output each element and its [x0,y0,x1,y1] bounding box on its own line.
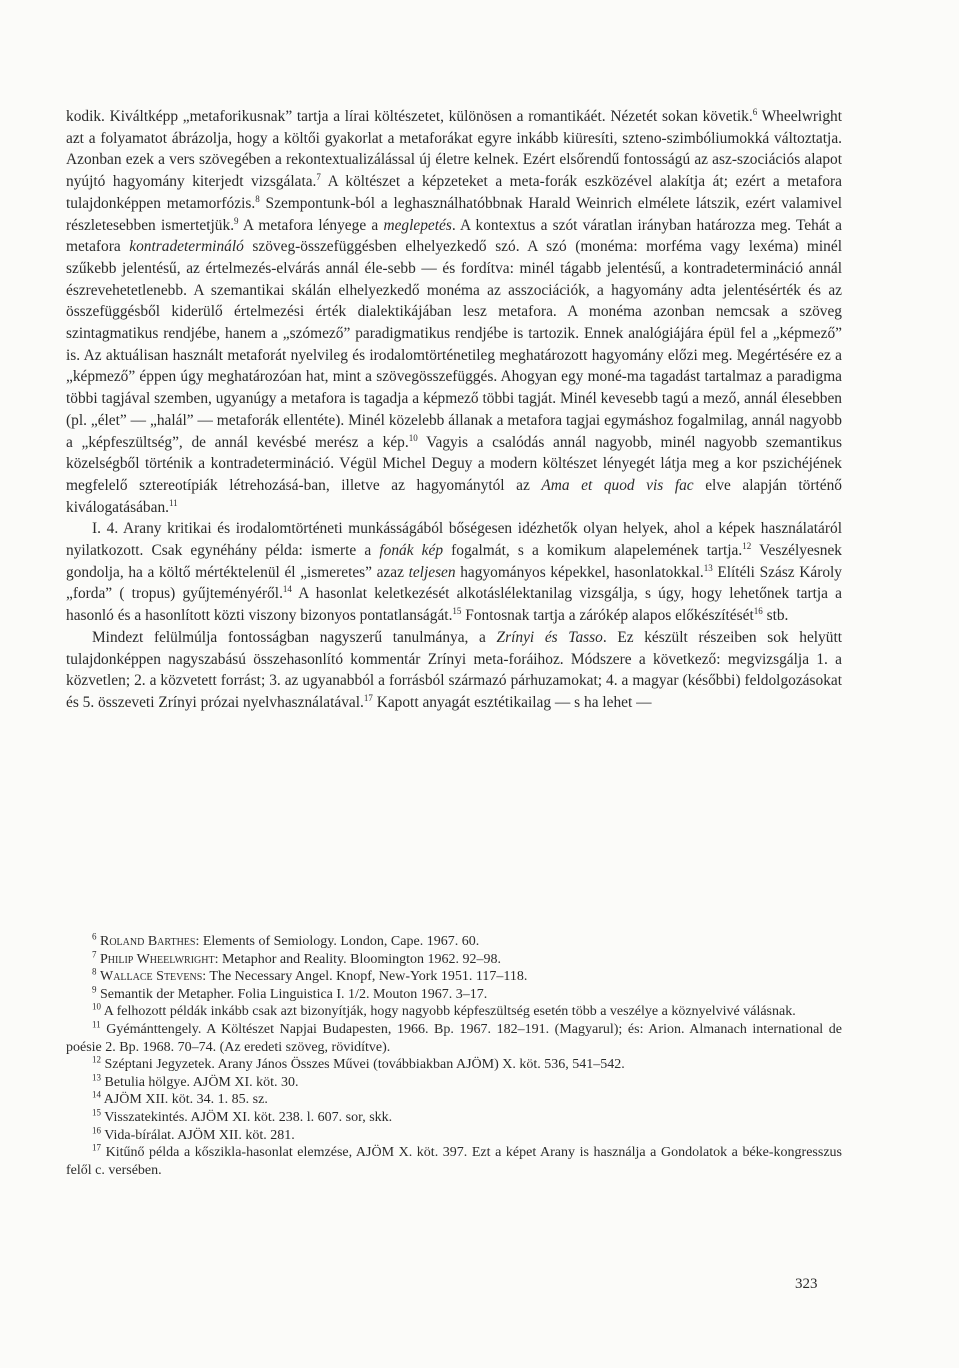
footnote-reference: 10 [92,1001,101,1012]
text-run: Széptani Jegyzetek. Arany János Összes Művei (továbbiakban AJÖM) X. köt. 536, 541–542. [101,1057,625,1073]
footnote [66,1144,842,1179]
italic-text: Ama et quod vis fac [541,476,694,494]
text-run: hagyományos képekkel, hasonlatokkal. [455,563,704,581]
italic-text: fonák kép [379,542,444,560]
text-run: Mindezt felülmúlja fontosságban nagyszerű tanulmánya, a [92,628,497,646]
footnote-reference: 12 [92,1054,101,1065]
footnote-reference: 11 [92,1019,101,1030]
footnote-reference: 9 [234,215,239,226]
footnote-reference: 15 [452,606,462,617]
footnote-reference: 7 [316,171,321,182]
italic-text: teljesen [408,563,456,581]
footnote [66,1109,842,1127]
author-name: Roland Barthes [100,934,196,949]
text-run: . A kontextus a szót váratlan irányban határozza meg. Tehát a metafora [66,216,842,256]
text-run: Veszélyesnek gondolja, ha a költő mértéktelenül él „ismeretes” azaz [66,542,843,581]
text-run: szöveg-összefüggésben elhelyezkedő szó. A szó (monéma: morféma vagy lexéma) minél szűkebb jelentésű, az értelmezés-elvárás annál éle-sebb — és fordítva: minél tágabb jelentésű, a kontradetermináció annál észrevehetetlenebb. A szemantikai skálán elhelyezkedő monéma az asszociációk, a hagyomány adta jelentésérték és az összefüggésből kiderülő értelmezési érték dialektikájában lesz metafora. A monéma azonban nemcsak a szöveg szintagmatikus rendjébe, hanem a „szómező” paradigmatikus rendjébe is tartozik. Ennek analógiájára épül fel a „képmező” is. Az aktuálisan használt metaforát nyelvileg és irodalomtörténetileg meghatározott hagyomány előzi meg. Megértésére ez a „képmező” éppen úgy meghatározóan hat, mint a szövegösszefüggés. Ahogyan egy moné-ma tagadást tartalmaz a paradigma többi tagjával szemben, ugyanúgy a metafora is tagadja a képmező többi tagját. Minél kevesebb tagú a mező, annál élesebben (pl. „élet” — „halál” — metaforák ellentéte). Minél közelebb állanak a metafora tagjai egymáshoz fogalmilag, annál nagyobb a „képfeszültség”, de annál kevésbé merész a kép. [66,238,842,451]
text-run: Fontosnak tartja a zárókép alapos előkészítését [461,607,754,625]
author-name: Philip Wheelwright [100,951,215,967]
footnote-reference: 17 [363,692,373,703]
footnote-reference: 12 [742,540,752,551]
text-run: Wheelwright azt a folyamatot ábrázolja, hogy a költői gyakorlat a metaforákat egyre inkább kiüresíti, szteno-szimbóliumokká változtatja. Azonban ezek a vers szövegében a rekontextualizálással új életre kelnek. Ezért elsőrendű fontosságú az asz-szociációs alapot nyújtó hagyomány kiterjedt vizsgálata. [66,108,842,191]
text-run: Kapott anyagát esztétikailag — s ha lehet — [372,693,652,711]
text-run: Betulia hölgye. AJÖM XI. köt. 30. [101,1074,299,1090]
footnote [66,1056,842,1074]
text-run: elve alapján történő kiválogatásában. [66,476,843,516]
footnotes [66,933,842,1179]
text-run: A költészet a képzeteket a meta-forák eszközével alakítja át; ezért a metafora tulajdonképpen metamorfózis. [66,173,842,212]
footnote [66,948,842,969]
text-run: kodik. Kiváltképp „metaforikusnak” tartja a lírai költészetet, különösen a romantikáét. Nézetét sokan követik. [66,108,753,125]
footnote-reference: 15 [92,1107,101,1118]
footnote [66,933,842,951]
footnote-reference: 13 [92,1072,101,1083]
text-run: : Metaphor and Reality. Bloomington 1962. 92–98. [214,951,502,967]
text-run: Semantik der Metapher. Folia Linguistica I. 1/2. Mouton 1967. 3–17. [96,986,488,1002]
italic-text: kontradetermináló [129,238,244,256]
paragraph [66,627,842,714]
text-run: . Ez készült részeiben sok helyütt tulajdonképpen nagyszabású összehasonlító kommentár Zrínyi meta-foráihoz. Módszere a következő: megvizsgálja 1. a közvetlen; 2. a közvetett forrást; 3. az ugyanabból a forrásból származó párhuzamokat; 4. a magyar (későbbi) feldolgozásokat és 5. összeveti Zrínyi prózai nyelvhasználatával. [66,628,842,711]
text-run: Vagyis a csalódás annál nagyobb, minél nagyobb szemantikus közelségből történik a kontradetermináció. Végül Michel Deguy a modern költészet lényegét látja meg a kor pszichéjének megfelelő sztereotípiák létrehozásá-ban, illetve az hagyománytól az [66,433,842,494]
footnote [66,986,842,1004]
text-run: Szempontunk-ból a leghasználhatóbbnak Harald Weinrich elmélete látszik, ezért valamivel részletesebben ismertetjük. [66,194,842,234]
text-run: Vida-bírálat. AJÖM XII. köt. 281. [101,1127,295,1143]
text-run: fogalmát, s a komikum alapelemének tartja. [443,542,743,560]
italic-text: meglepetés [383,216,452,234]
footnote-reference: 6 [752,106,758,117]
text-run: Elítéli Szász Károly „forda” ( tropus) gyűjteményéről. [66,563,843,603]
main-text [66,106,842,714]
author-name: Wallace Stevens [100,969,203,985]
paragraph [66,518,842,627]
footnote-reference: 16 [92,1124,101,1135]
footnote [66,1091,842,1109]
footnote-reference: 14 [92,1089,101,1100]
footnote [66,1003,842,1021]
footnote-reference: 8 [255,193,260,204]
italic-text: Zrínyi és Tasso [496,628,603,646]
footnote [66,1124,842,1145]
footnote-reference: 10 [408,432,418,443]
footnote-reference: 9 [92,984,97,995]
footnote-reference: 11 [169,497,178,508]
footnote-reference: 6 [92,931,97,942]
footnote-reference: 7 [92,948,97,959]
text-run: stb. [762,607,789,625]
footnote-reference: 17 [92,1142,101,1153]
footnote [66,1021,842,1056]
text-run: I. 4. Arany kritikai és irodalomtörténeti munkásságából bőségesen idézhetők olyan helyek, ahol a képek használatáról nyilatkozott. Csak egynéhány példa: ismerte a [66,520,842,560]
footnote [66,1074,842,1092]
text-run: A hasonlat keletkezését alkotáslélektanilag vizsgálja, s úgy, hogy lehetőnek tartja a hasonló és a hasonlított közti viszony bizonyos pontatlanságát. [66,585,842,625]
paragraph [66,106,842,518]
footnote-reference: 14 [282,584,292,595]
text-run: Visszatekintés. AJÖM XI. köt. 238. l. 607. sor, skk. [101,1109,393,1125]
text-run: A metafora lényege a [238,216,384,234]
text-run: Kitűnő példa a kőszikla-hasonlat elemzése, AJÖM X. köt. 397. Ezt a képet Arany is használja a Gondolatok a béke-kongresszus felől c. versében. [66,1145,842,1178]
footnote [66,968,842,986]
text-run: : The Necessary Angel. Knopf, New-York 1951. 117–118. [202,969,528,985]
text-run: Gyémánttengely. A Költészet Napjai Budapesten, 1966. Bp. 1967. 182–191. (Magyarul); és: Arion. Almanach international de poésie 2. Bp. 1968. 70–74. (Az eredeti szöveg, rövidítve). [66,1021,842,1055]
page-number: 323 [795,1276,818,1292]
footnote-reference: 16 [753,606,763,617]
text-run: AJÖM XII. köt. 34. 1. 85. sz. [101,1092,268,1108]
text-run: A felhozott példák inkább csak azt bizonyítják, hogy nagyobb képfeszültség esetén több a veszélye a köznyelvivé válásnak. [101,1004,796,1020]
footnote-reference: 13 [703,562,713,573]
footnote-reference: 8 [92,966,97,977]
text-run: : Elements of Semiology. London, Cape. 1967. 60. [195,934,480,949]
